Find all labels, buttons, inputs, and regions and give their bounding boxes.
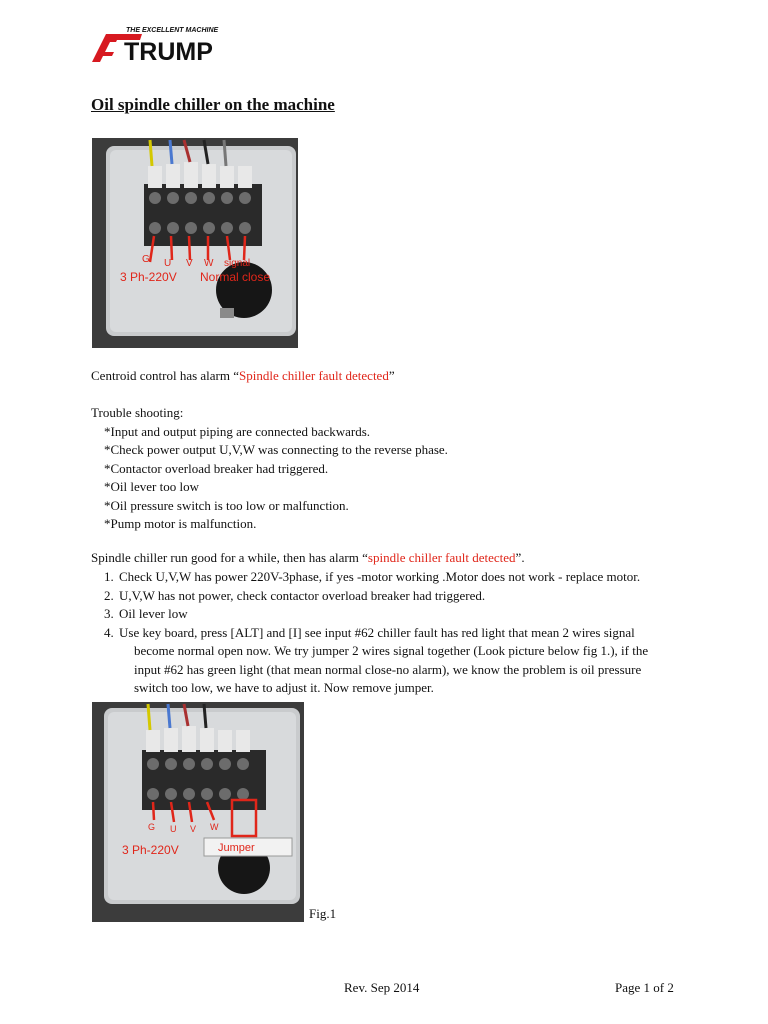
alarm-line-prefix: Centroid control has alarm “	[91, 368, 240, 383]
alarm-line	[91, 367, 395, 386]
step-number: 1.	[104, 569, 114, 584]
troubleshooting-item: *Contactor overload breaker had triggered.	[104, 460, 329, 476]
page-number: Page 1 of 2	[615, 980, 674, 995]
step-text: input #62 has green light (that mean normal close-no alarm), we know the problem is oil pressure	[134, 661, 642, 677]
jumper-photo	[92, 702, 304, 922]
list-item	[104, 568, 648, 587]
photo2-caption-voltage: 3 Ph-220V	[122, 843, 179, 857]
photo1-label-v: V	[186, 258, 193, 269]
troubleshooting-item: *Input and output piping are connected backwards.	[104, 423, 371, 439]
run-alarm-line	[91, 549, 525, 568]
page-title: Oil spindle chiller on the machine	[91, 95, 335, 114]
step-number: 3.	[104, 606, 114, 621]
photo1-caption-normal-close: Normal close	[200, 270, 271, 284]
photo1-caption-voltage: 3 Ph-220V	[120, 270, 177, 284]
step-text: Use key board, press [ALT] and [I] see input #62 chiller fault has red light that mean 2 wires signal	[119, 624, 635, 640]
step-text: become normal open now. We try jumper 2 wires signal together (Look picture below fig 1.), if the	[134, 643, 649, 658]
photo2-label-w: W	[210, 822, 219, 832]
photo1-label-signal: signal	[224, 258, 251, 269]
run-line-suffix: ”.	[515, 550, 525, 565]
troubleshooting-item: *Pump motor is malfunction.	[104, 516, 257, 531]
list-item	[104, 587, 648, 606]
step-text: U,V,W has not power, check contactor overload breaker had triggered.	[119, 587, 486, 603]
alarm-line-suffix: ”	[388, 368, 395, 383]
step-text: Oil lever low	[119, 606, 188, 621]
step-text: switch too low, we have to adjust it. Now remove jumper.	[134, 680, 434, 695]
revision-date: Rev. Sep 2014	[344, 980, 420, 995]
step-number: 4.	[104, 624, 114, 640]
troubleshooting-item: *Oil lever too low	[104, 479, 199, 494]
step-number: 2.	[104, 587, 114, 603]
run-alarm-text: spindle chiller fault detected	[367, 550, 516, 565]
jumper-label: Jumper	[218, 842, 255, 854]
logo-tagline: THE EXCELLENT MACHINE	[126, 27, 219, 34]
troubleshooting-item: *Check power output U,V,W was connecting to the reverse phase.	[104, 442, 448, 457]
photo2-label-u: U	[170, 824, 177, 834]
alarm-text: Spindle chiller fault detected	[239, 368, 389, 383]
run-line-prefix: Spindle chiller run good for a while, then has alarm “	[91, 550, 368, 565]
list-item	[104, 624, 648, 698]
troubleshooting-section	[91, 404, 448, 534]
logo-brand: TRUMP	[124, 38, 213, 64]
terminal-block-photo	[92, 138, 298, 348]
trump-logo	[92, 24, 252, 64]
photo1-label-g: G	[142, 254, 150, 265]
list-item	[104, 605, 648, 624]
photo2-label-g: G	[148, 822, 156, 832]
troubleshooting-item: *Oil pressure switch is too low or malfunction.	[104, 497, 349, 513]
steps-list	[104, 568, 648, 698]
photo1-label-u: U	[164, 258, 172, 269]
figure-caption: Fig.1	[309, 906, 337, 921]
step-text: Check U,V,W has power 220V-3phase, if yes -motor working .Motor does not work - replace motor.	[119, 569, 641, 584]
photo2-label-v: V	[190, 824, 197, 834]
troubleshooting-heading: Trouble shooting:	[91, 405, 184, 420]
photo1-label-w: W	[204, 258, 214, 269]
